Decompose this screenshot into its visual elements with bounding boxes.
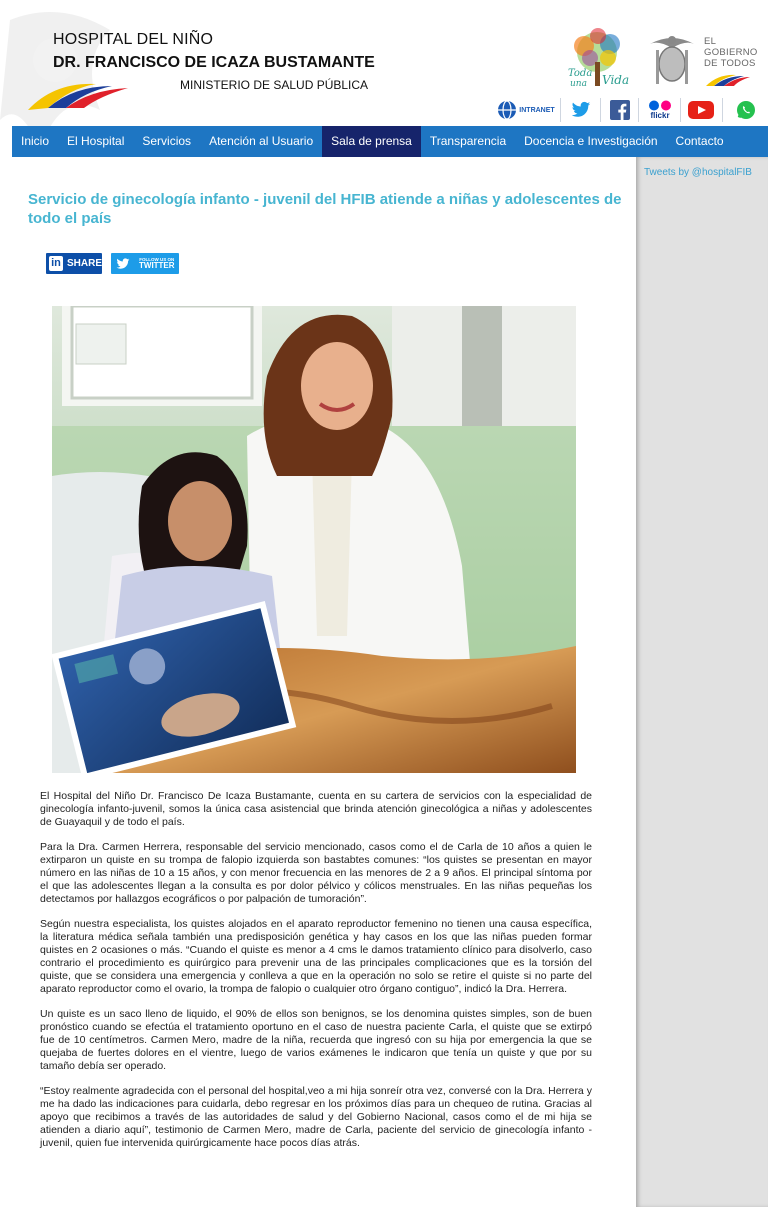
- social-divider: [680, 98, 681, 122]
- article-paragraph: Según nuestra especialista, los quistes alojados en el aparato reproductor femenino no tienen una causa específica, la literatura médica señala también una predisposición genética y hay casos en los que las niñas pueden formar quistes en 2 ocasiones o más. “Cuando el quiste es menor a 4 cms le damos tratamiento clínico para disolverlo, caso contrario el procedimiento es quirúrgico para prevenir una de las principales complicaciones que es la torsión del quiste, que se considera una emergencia y conlleva a que en la operación no solo se retire el quiste si no parte del aparato reproductor como el ovario, la trompa de falopio o cualquier otro órgano contiguo”, indicó la Dra. Herrera.: [40, 918, 592, 995]
- twitter-icon: [571, 101, 591, 119]
- youtube-link[interactable]: [686, 96, 716, 124]
- article-photo: [52, 306, 576, 773]
- toda-una-vida-logo-icon[interactable]: [562, 26, 632, 96]
- ecuador-coat-of-arms-icon: [646, 30, 698, 90]
- flickr-label: flickr: [650, 111, 670, 120]
- article-paragraph: “Estoy realmente agradecida con el personal del hospital,veo a mi hija sonreír otra vez, conversé con la Dra. Herrera y me ha dado las indicaciones para cuidarla, debo regresar en los próximos días para un chequeo de rutina. Gracias al apoyo que recibimos a través de las autoridades de salud y del Gobierno Nacional, casos como el de mi hija se atienden a diario aquí”, testimonio de Carmen Mero, madre de Carla, paciente del servicio de ginecología infanto - juvenil, quien fue intervenida quirúrgicamente hace pocos días atrás.: [40, 1085, 592, 1149]
- twitter-follow-big-label: TWITTER: [139, 261, 175, 270]
- twitter-bird-icon: [116, 258, 130, 270]
- flickr-link[interactable]: [644, 96, 676, 124]
- gobierno-swoosh-icon: [704, 72, 752, 88]
- nav-item-transparencia[interactable]: Transparencia: [429, 134, 507, 148]
- vida-logo-word-2: una: [570, 79, 587, 89]
- whatsapp-link[interactable]: [732, 96, 760, 124]
- site-header: [0, 0, 768, 126]
- facebook-link[interactable]: [606, 96, 634, 124]
- intranet-link[interactable]: [496, 96, 556, 124]
- twitter-link[interactable]: [566, 96, 596, 124]
- main-nav: [12, 126, 768, 157]
- linkedin-icon: in: [49, 256, 63, 271]
- nav-item-sala-de-prensa[interactable]: Sala de prensa: [322, 126, 421, 157]
- intranet-label: INTRANET: [519, 106, 555, 114]
- gobierno-text-line3: DE TODOS: [704, 58, 756, 69]
- article-paragraph: Un quiste es un saco lleno de liquido, el 90% de ellos son benignos, se los denomina quistes simples, son de buen pronóstico cuando se efectúa el tratamiento oportuno en el caso de nuestra paciente Carla, el quiste que se extirpó fue de 10 centímetros. Carmen Mero, madre de la niña, recuerda que ingresó con su hija por emergencia la que se quejaba de fuertes dolores en el vientre, luego de varios exámenes le indicaron que tenía un quiste y que por su tamaño debía ser operado.: [40, 1008, 592, 1072]
- article-body: [40, 790, 592, 1162]
- vida-logo-word-1: Toda: [568, 68, 593, 79]
- social-divider: [560, 98, 561, 122]
- nav-item-el-hospital[interactable]: El Hospital: [67, 134, 125, 148]
- gobierno-text-line2: GOBIERNO: [704, 47, 758, 58]
- hospital-name-line1: HOSPITAL DEL NIÑO: [53, 31, 214, 48]
- article-title: Servicio de ginecología infanto - juvenil del HFIB atiende a niñas y adolescentes de todo el país: [28, 191, 622, 227]
- twitter-follow-button[interactable]: [111, 253, 179, 274]
- linkedin-share-button[interactable]: [46, 253, 102, 274]
- whatsapp-icon: [736, 100, 756, 120]
- gobierno-de-todos-logo: [704, 36, 758, 69]
- intranet-icon: [497, 100, 517, 120]
- nav-item-contacto[interactable]: Contacto: [675, 134, 724, 148]
- article-paragraph: Para la Dra. Carmen Herrera, responsable del servicio mencionado, casos como el de Carla de 10 años a quien le extirparon un quiste en su trompa de falopio izquierda son bastabtes comunes: “los quistes se presentan en mayor número en las niñas de 10 a 15 años, y con menor frecuencia en las menores de 2 a 9 años. El principal síntoma por el que las adolescentes llegan a la consulta es por dolor pélvico y cólicos menstruales. En las niñas pequeñas los detectamos por hallazgos ecográficos o por palpación de tumoración”.: [40, 841, 592, 905]
- linkedin-share-label: SHARE: [66, 258, 102, 269]
- twitter-follow-small-label: FOLLOW US ON: [139, 257, 175, 262]
- social-divider: [638, 98, 639, 122]
- flickr-icon: [648, 100, 672, 111]
- sidebar: [636, 157, 768, 1207]
- hospital-logo-swoosh-icon: [26, 78, 130, 114]
- tweets-by-link[interactable]: Tweets by @hospitalFIB: [644, 167, 752, 178]
- social-divider: [722, 98, 723, 122]
- nav-item-servicios[interactable]: Servicios: [142, 134, 192, 148]
- ministry-name: MINISTERIO DE SALUD PÚBLICA: [180, 78, 369, 92]
- nav-item-docencia-e-investigacion[interactable]: Docencia e Investigación: [524, 134, 658, 148]
- article-paragraph: El Hospital del Niño Dr. Francisco De Icaza Bustamante, cuenta en su cartera de servicios con la especialidad de ginecología infanto-juvenil, somos la única casa asistencial que brinda atención ginecológica a niñas y adolescentes de Guayaquil y de todo el país.: [40, 790, 592, 828]
- social-divider: [600, 98, 601, 122]
- facebook-icon: [610, 100, 630, 120]
- gobierno-text-line1: EL: [704, 36, 717, 47]
- nav-item-inicio[interactable]: Inicio: [21, 134, 50, 148]
- hospital-name-line2: DR. FRANCISCO DE ICAZA BUSTAMANTE: [53, 54, 375, 71]
- vida-logo-word-3: Vida: [602, 73, 630, 87]
- youtube-icon: [688, 100, 714, 120]
- nav-item-atencion-al-usuario[interactable]: Atención al Usuario: [209, 134, 314, 148]
